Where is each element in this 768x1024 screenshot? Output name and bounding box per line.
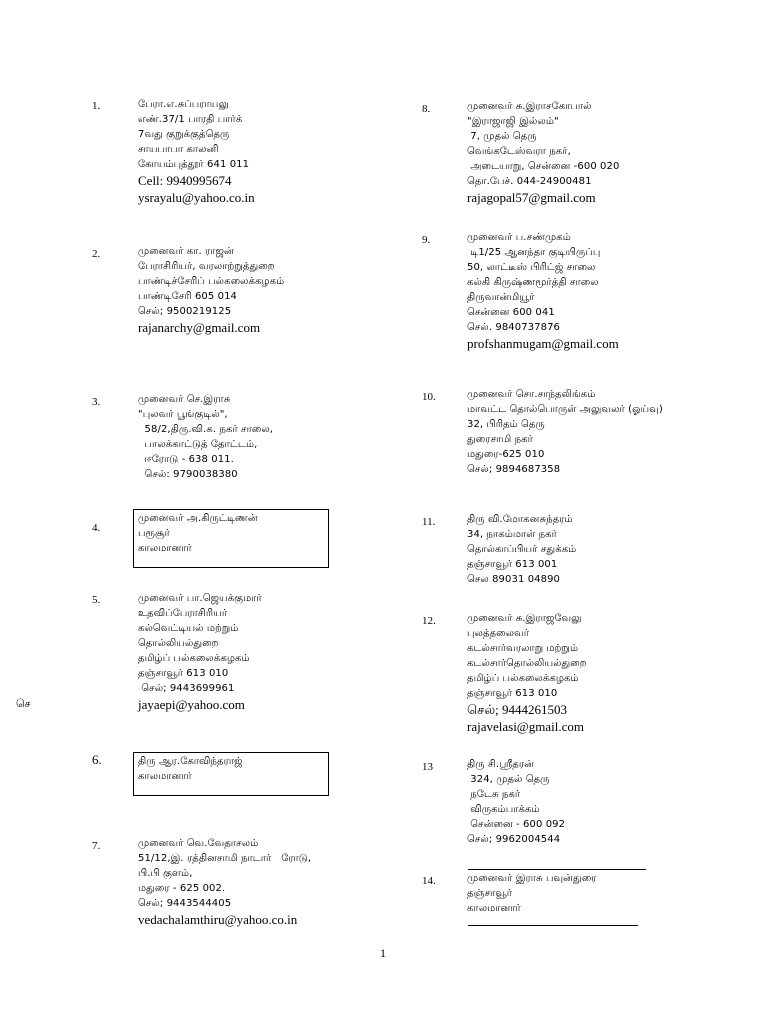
entry-line: மாவட்ட தொல்பொருள் அலுவலர் (ஓய்வு) [467,404,663,415]
stray-text: செ [16,697,31,710]
entry-line: செல்; 9443699961 [138,683,235,694]
entry-line: பி.பி குளம், [138,868,193,879]
entry-number: 13 [422,761,433,773]
page-number: 1 [380,946,386,960]
entry-line: சென்னை 600 041 [467,307,555,318]
entry-number: 3. [92,396,101,408]
entry-line: 7, முதல் தெரு [467,131,537,142]
entry-line: கல்கி கிருஷ்ணமூர்த்தி சாலை [467,277,599,288]
entry-line: விருகம்பாக்கம் [467,804,540,815]
entry-line: முனைவர் வெ.வேதாசலம் [138,838,259,849]
entry-line: செல்: 9790038380 [138,469,238,480]
entry-line: 32, பிரிதம் தெரு [467,419,545,430]
entry-line: செல்; 9443544405 [138,898,232,909]
entry-line: முனைவர் ப.சண்முகம் [467,232,571,243]
entry-line: பேரா.எ.சுப்பராயலு [138,99,229,110]
entry-line: கடல்சார்வரலாறு மற்றும் [467,643,579,654]
entry-line: முனைவர் அ.கிருட்டிணன் [138,513,258,524]
entry-line: தஞ்சாவூர் 613 001 [467,559,558,570]
entry-line: திரு சி.ஸ்ரீதரன் [467,759,534,770]
email-line: rajavelasi@gmail.com [467,719,585,734]
entry-number: 10. [422,391,436,403]
entry-address [467,230,619,352]
entry-line: செல். 9840737876 [467,322,561,333]
entry-line: ஈரோடு - 638 011. [138,454,234,465]
entry-number: 7. [92,840,101,852]
entry-line: தஞ்சாவூர் 613 010 [467,688,558,699]
entry-line: முனைவர் சு.இராஜவேலு [467,613,582,624]
entry-line: புலத்தலைவர் [467,628,530,639]
entry-line: 324, முதல் தெரு [467,774,550,785]
entry-number: 4. [92,522,101,534]
email-line: jayaepi@yahoo.com [138,697,245,712]
entry-line: காலமானார் [138,543,192,554]
entry-address [138,97,255,206]
entry-line: சாயபாபா காலனி [138,144,219,155]
entry-line: வெங்கடேஸ்வரா நகர், [467,146,571,157]
entry-address [138,836,311,928]
entry-line: எண்.37/1 பாரதி பார்க் [138,114,243,125]
entry-line: செல 89031 04890 [467,574,561,585]
entry-line: பரூசூர் [138,528,171,539]
entry-number: 12. [422,615,436,627]
entry-line: 51/12,இ. ரத்தினசாமி நாடார் ரோடு, [138,853,312,864]
entry-line: முனைவர் பா.ஜெயக்குமார் [138,593,262,604]
divider-rule [468,925,638,926]
email-line: rajanarchy@gmail.com [138,320,261,335]
phone-line: செல்; 9444261503 [467,702,567,717]
entry-line: தமிழ்ப் பல்கலைக்கழகம் [138,653,250,664]
entry-address [138,244,284,336]
entry-line: "புலவர் பூங்குடில்", [138,409,228,420]
entry-line: கோயம்புத்தூர் 641 011 [138,159,250,170]
entry-line: செல்; 9962004544 [467,834,561,845]
entry-address [467,871,596,916]
entry-line: அடையாறு, சென்னை -600 020 [467,161,620,172]
entry-line: பாண்டிச்சேரிப் பல்கலைக்கழகம் [138,276,285,287]
email-line: rajagopal57@gmail.com [467,190,596,205]
deceased-box [133,752,329,796]
entry-line: "இராஜாஜி இல்லம்" [467,116,559,127]
email-line: vedachalamthiru@yahoo.co.in [138,912,298,927]
entry-line: செல்; 9500219125 [138,306,232,317]
entry-line: காலமானார் [138,771,192,782]
entry-number: 9. [422,234,431,246]
entry-line: காலமானார் [467,903,521,914]
entry-line: 50, லாட்டீஸ் பிரிட்ஜ் சாலை [467,262,596,273]
entry-line: தொல்காப்பியர் சதுக்கம் [467,544,577,555]
email-line: profshanmugam@gmail.com [467,336,619,351]
entry-number: 8. [422,103,431,115]
entry-address [467,611,587,735]
entry-line: 58/2,திரு.வி.க. நகர் சாலை, [138,424,274,435]
entry-line: செல்; 9894687358 [467,464,561,475]
entry-line: பாலக்காட்டுத் தோட்டம், [138,439,258,450]
email-line: ysrayalu@yahoo.co.in [138,190,255,205]
entry-number: 14. [422,875,436,887]
entry-line: மதுரை - 625 002. [138,883,226,894]
entry-number: 11. [422,516,436,528]
entry-line: தஞ்சாவூர் 613 010 [138,668,229,679]
entry-number: 6. [92,752,102,767]
entry-line: முனைவர் இராசு பவுன்துரை [467,873,597,884]
entry-line: 7வது குறுக்குத்தெரு [138,129,230,140]
entry-line: கடல்சார்தொல்லியல்துறை [467,658,587,669]
entry-line: துரைசாமி நகர் [467,434,533,445]
deceased-box [133,509,329,568]
entry-line: சென்னை - 600 092 [467,819,566,830]
entry-line: பாண்டிசேரி 605 014 [138,291,238,302]
entry-line: திரு ஆர.கோவிந்தராஜ் [138,756,243,767]
entry-line: 34, நாகம்மாள் நகர் [467,529,557,540]
entry-line: பேராசிரியர், வரலாற்றுத்துறை [138,261,275,272]
entry-line: தமிழ்ப் பல்கலைக்கழகம் [467,673,579,684]
entry-line: முனைவர் கா. ராஜன் [138,246,234,257]
divider-rule [468,869,646,870]
entry-line: உதவிப்பேராசிரியர் [138,608,228,619]
entry-line: திருவான்மியூர் [467,292,535,303]
entry-line: டி1/25 ஆனந்தா குடியிருப்பு [467,247,601,258]
entry-address [138,392,273,482]
entry-number: 2. [92,248,101,260]
entry-line: தஞ்சாவூர் [467,888,513,899]
entry-address [138,591,262,713]
entry-line: முனைவர் சு.இராசகோபால் [467,101,592,112]
entry-number: 1. [92,100,101,112]
entry-number: 5. [92,594,101,606]
entry-line: நடேசு நகர் [467,789,521,800]
entry-line: முனைவர் சொ.சாந்தலிங்கம் [467,389,596,400]
entry-address [467,387,663,477]
entry-line: தொ.பேச். 044-24900481 [467,176,592,187]
entry-line: கல்வெட்டியல் மற்றும் [138,623,239,634]
entry-address [467,99,619,206]
entry-address [467,757,565,847]
entry-address [467,512,576,587]
entry-line: தொல்லியல்துறை [138,638,219,649]
entry-line: மதுரை-625 010 [467,449,545,460]
entry-line: முனைவர் செ.இராசு [138,394,231,405]
phone-line: Cell: 9940995674 [138,173,232,188]
entry-line: திரு வி.மோகனசுந்தரம் [467,514,573,525]
